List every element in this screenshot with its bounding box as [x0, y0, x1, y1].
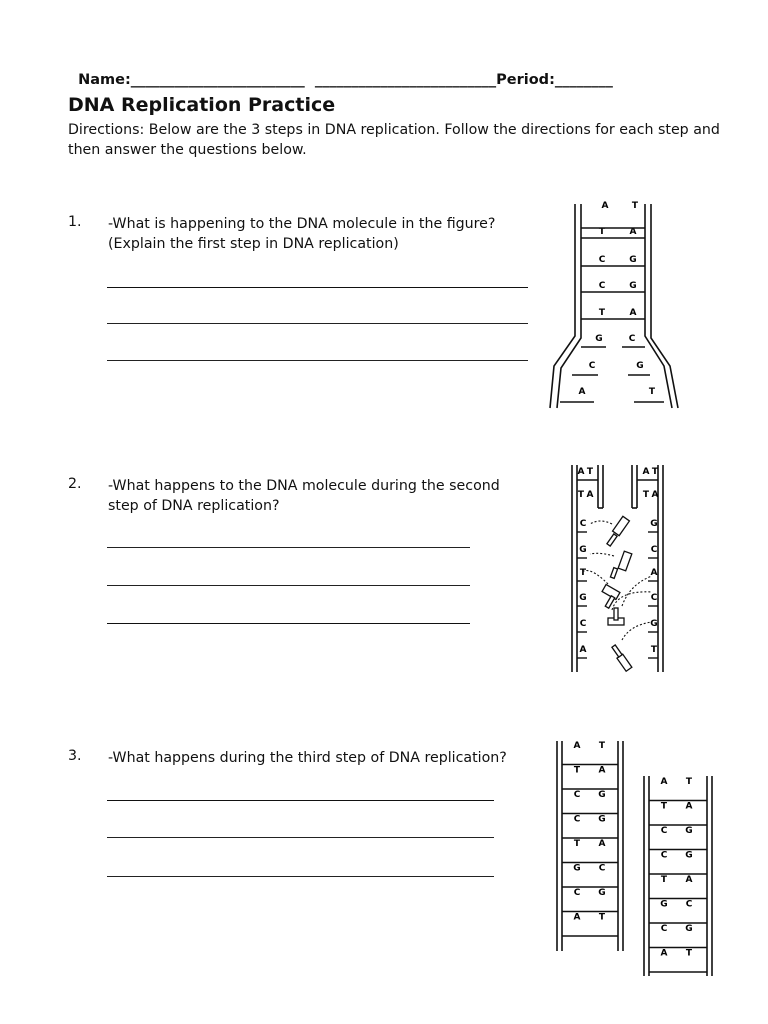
- left-strand-base: C: [579, 519, 587, 529]
- answer-line-3c[interactable]: [107, 876, 494, 877]
- answer-line-2b[interactable]: [107, 585, 470, 586]
- period-label: Period:: [496, 72, 555, 88]
- left-strand-base: C: [579, 619, 587, 629]
- ladder-right-base-right: T: [685, 777, 693, 787]
- ladder-left-base-right: A: [598, 839, 606, 849]
- base-right: C: [628, 334, 636, 344]
- base-right: A: [629, 227, 637, 237]
- answer-line-1a[interactable]: [107, 287, 528, 288]
- ladder-left-base-right: C: [598, 863, 606, 874]
- answer-line-1b[interactable]: [107, 323, 528, 324]
- ladder-right-base-right: G: [685, 924, 693, 934]
- ladder-right-base-right: G: [685, 850, 693, 861]
- ladder-right-base-right: A: [685, 875, 693, 885]
- ladder-right-base-left: A: [660, 948, 668, 959]
- base-right: G: [629, 281, 637, 291]
- base-left: C: [598, 255, 606, 265]
- period-blank[interactable]: ________: [554, 72, 613, 88]
- top-right-base: A: [642, 467, 650, 477]
- answer-line-1c[interactable]: [107, 360, 528, 361]
- name-blank[interactable]: ________________________ _________________________: [130, 72, 497, 88]
- ladder-right-base-left: C: [660, 924, 668, 934]
- top-left-base: A: [586, 490, 594, 500]
- ladder-left-base-right: A: [598, 765, 606, 776]
- ladder-right-base-right: T: [685, 948, 693, 959]
- left-strand-base: A: [579, 645, 587, 655]
- left-strand-base: G: [579, 593, 587, 603]
- ladder-right-base-left: T: [660, 801, 668, 812]
- directions-text: Directions: Below are the 3 steps in DNA replication. Follow the directions for each step and then answer the questions below.: [68, 122, 720, 158]
- question-1-number: 1.: [68, 214, 82, 230]
- top-right-base: A: [651, 490, 659, 500]
- ladder-left-base-left: C: [573, 888, 581, 898]
- right-strand-base: G: [650, 519, 658, 529]
- ladder-left-base-left: T: [573, 765, 581, 776]
- ladder-left-base-right: G: [598, 888, 606, 898]
- question-2-text: [108, 476, 528, 516]
- question-3-text: [108, 748, 528, 768]
- question-2-number: 2.: [68, 476, 82, 492]
- question-2-line-2: step of DNA replication?: [108, 498, 280, 514]
- question-2-line-1: -What happens to the DNA molecule during the second: [108, 478, 500, 494]
- top-right-base: T: [642, 490, 650, 500]
- base-right: G: [636, 361, 644, 371]
- ladder-right-base-right: G: [685, 826, 693, 836]
- right-strand-base: C: [650, 545, 658, 555]
- base-right: G: [629, 255, 637, 265]
- ladder-left-base-right: T: [598, 741, 606, 751]
- top-right-base: T: [651, 467, 659, 477]
- question-3-line-1: -What happens during the third step of DNA replication?: [108, 750, 507, 766]
- answer-line-3a[interactable]: [107, 800, 494, 801]
- ladder-right-base-left: C: [660, 850, 668, 861]
- base-left: A: [578, 387, 586, 397]
- base-left: G: [595, 334, 603, 344]
- top-left-base: T: [586, 467, 594, 477]
- name-label: Name:: [78, 72, 131, 88]
- ladder-left-base-left: T: [573, 839, 581, 849]
- right-strand-base: T: [650, 645, 658, 655]
- ladder-right-base-left: C: [660, 826, 668, 836]
- answer-line-3b[interactable]: [107, 837, 494, 838]
- ladder-left-base-right: T: [598, 912, 606, 923]
- ladder-left-base-left: G: [573, 863, 581, 874]
- top-left-base: T: [577, 490, 585, 500]
- ladder-left-base-left: A: [573, 741, 581, 751]
- ladder-right-base-left: A: [660, 777, 668, 787]
- answer-line-2c[interactable]: [107, 623, 470, 624]
- figure-2-replication-fork: [560, 460, 678, 680]
- right-strand-base: C: [650, 593, 658, 603]
- answer-line-2a[interactable]: [107, 547, 470, 548]
- ladder-right-base-left: G: [660, 899, 668, 910]
- base-left: T: [598, 227, 606, 237]
- ladder-left-base-left: C: [573, 790, 581, 800]
- right-strand-base: G: [650, 619, 658, 629]
- question-3-number: 3.: [68, 748, 82, 764]
- question-1-line-1: -What is happening to the DNA molecule in the figure?: [108, 216, 496, 232]
- base-left: C: [588, 361, 596, 371]
- figure-1-unzipping-dna: [540, 196, 680, 416]
- header-fields: [68, 56, 613, 88]
- base-left: T: [598, 308, 606, 318]
- ladder-left-base-right: G: [598, 790, 606, 800]
- base-pair-1-right: T: [631, 201, 639, 211]
- ladder-left-base-right: G: [598, 814, 606, 825]
- right-strand-base: A: [650, 568, 658, 578]
- ladder-right-base-left: T: [660, 875, 668, 885]
- base-right: T: [648, 387, 656, 397]
- top-left-base: A: [577, 467, 585, 477]
- base-right: A: [629, 308, 637, 318]
- left-strand-base: T: [579, 568, 587, 578]
- ladder-left-base-left: C: [573, 814, 581, 825]
- ladder-right-base-right: C: [685, 899, 693, 910]
- question-1-line-2: (Explain the first step in DNA replication): [108, 236, 399, 252]
- figure-3-two-dna-molecules: [552, 736, 722, 982]
- base-left: C: [598, 281, 606, 291]
- ladder-left-base-left: A: [573, 912, 581, 923]
- question-1-text: [108, 214, 528, 254]
- left-strand-base: G: [579, 545, 587, 555]
- page-title: DNA Replication Practice: [68, 94, 336, 116]
- ladder-right-base-right: A: [685, 801, 693, 812]
- base-pair-1-left: A: [601, 201, 609, 211]
